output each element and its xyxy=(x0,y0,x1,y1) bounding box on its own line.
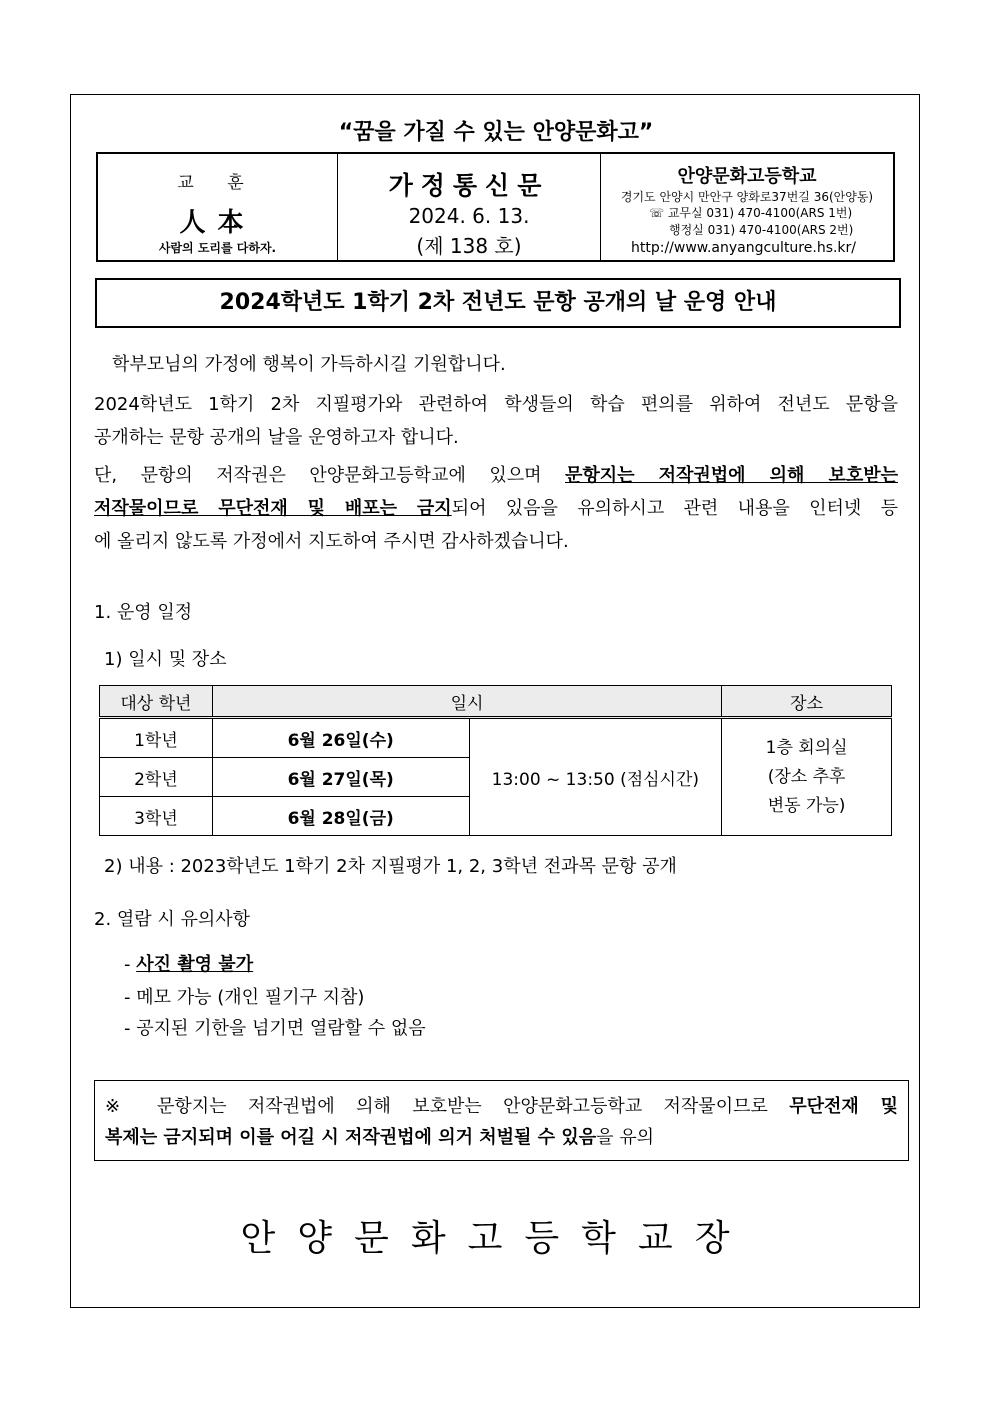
doc-info-cell xyxy=(338,154,601,260)
copyright-notice-box xyxy=(94,1080,909,1161)
copyright-line-1 xyxy=(94,459,898,492)
notice-bold-2: 복제는 금지되며 이를 어길 시 저작권법에 의거 처벌될 수 있음 xyxy=(105,1127,597,1148)
caution-item-3: - 공지된 기한을 넘기면 열람할 수 없음 xyxy=(124,1018,426,1039)
header-datetime: 일시 xyxy=(212,686,721,718)
header-place: 장소 xyxy=(722,686,892,718)
grade-cell: 3학년 xyxy=(100,797,213,836)
grade-cell: 1학년 xyxy=(100,718,213,758)
principal-signature: 안양문화고등학교장 xyxy=(240,1218,752,1259)
school-address: 경기도 안양시 만안구 양화로37번길 36(안양동) xyxy=(620,190,874,204)
admin-phone: 행정실 031) 470-4100(ARS 2번) xyxy=(669,223,854,237)
section1-sub2: 2) 내용 : 2023학년도 1학기 2차 지필평가 1, 2, 3학년 전과목 문항 공개 xyxy=(104,856,677,877)
date-cell: 6월 27일(목) xyxy=(212,758,469,797)
intro-line-1: 2024학년도 1학기 2차 지필평가와 관련하여 학생들의 학습 편의를 위하여 전년도 문항을 xyxy=(94,394,898,415)
copyright-text-a: 단, 문항의 저작권은 안양문화고등학교에 있으며 xyxy=(94,465,566,486)
place-line-3: 변동 가능) xyxy=(767,795,846,816)
section1-sub1: 1) 일시 및 장소 xyxy=(104,649,227,670)
time-cell: 13:00 ~ 13:50 (점심시간) xyxy=(469,718,722,836)
date-cell: 6월 26일(수) xyxy=(212,718,469,758)
school-name: 안양문화고등학교 xyxy=(677,166,817,187)
grade-cell: 2학년 xyxy=(100,758,213,797)
notice-bold-1: 무단전재 및 xyxy=(789,1096,898,1117)
section2-heading: 2. 열람 시 유의사항 xyxy=(94,909,251,930)
place-line-2: (장소 추후 xyxy=(767,766,846,787)
notice-text-a: ※ 문항지는 저작권법에 의해 보호받는 안양문화고등학교 저작물이므로 xyxy=(105,1096,790,1117)
motto-label: 교 훈 xyxy=(177,173,258,193)
header-grade: 대상 학년 xyxy=(100,686,213,718)
school-motto: 人本 xyxy=(179,208,256,238)
schedule-table xyxy=(99,685,892,836)
copyright-emphasis-1: 문항지는 저작권법에 의해 보호받는 xyxy=(565,465,898,486)
copyright-line-3: 에 올리지 않도록 가정에서 지도하여 주시면 감사하겠습니다. xyxy=(94,531,569,552)
caution-item-1-text: 사진 촬영 불가 xyxy=(136,954,254,975)
intro-paragraph xyxy=(94,388,898,454)
copyright-paragraph xyxy=(94,459,898,558)
copyright-text-d: 되어 있음을 유의하시고 관련 내용을 인터넷 등 xyxy=(451,498,898,519)
doc-date: 2024. 6. 13. xyxy=(408,204,530,228)
notice-line-2 xyxy=(105,1122,898,1153)
notice-title: 2024학년도 1학기 2차 전년도 문항 공개의 날 운영 안내 xyxy=(95,278,901,328)
caution-item-2: - 메모 가능 (개인 필기구 지참) xyxy=(124,987,365,1008)
motto-description: 사람의 도리를 다하자. xyxy=(158,241,277,255)
caution-item-1 xyxy=(124,950,253,976)
motto-cell xyxy=(98,154,338,260)
table-header-row xyxy=(100,686,892,718)
school-slogan: “꿈을 가질 수 있는 안양문화고” xyxy=(338,120,654,145)
caution-item-1-dash: - xyxy=(124,954,137,975)
school-info-cell xyxy=(601,154,893,260)
notice-text-d: 을 유의 xyxy=(596,1127,654,1148)
table-row xyxy=(100,718,892,758)
office-phone: ☏ 교무실 031) 470-4100(ARS 1번) xyxy=(649,206,853,220)
letter-header xyxy=(96,152,895,262)
greeting: 학부모님의 가정에 행복이 가득하시길 기원합니다. xyxy=(112,354,506,375)
section1-heading: 1. 운영 일정 xyxy=(94,602,193,623)
notice-line-1 xyxy=(105,1091,898,1122)
date-cell: 6월 28일(금) xyxy=(212,797,469,836)
school-url[interactable]: http://www.anyangculture.hs.kr/ xyxy=(631,240,857,256)
place-cell xyxy=(722,718,892,836)
copyright-emphasis-2: 저작물이므로 무단전재 및 배포는 금지 xyxy=(94,498,452,519)
copyright-line-2 xyxy=(94,492,898,525)
place-line-1: 1층 회의실 xyxy=(765,737,848,758)
doc-type-title: 가정통신문 xyxy=(388,171,550,200)
intro-line-2: 공개하는 문항 공개의 날을 운영하고자 합니다. xyxy=(94,427,459,448)
doc-number: (제 138 호) xyxy=(416,234,522,258)
